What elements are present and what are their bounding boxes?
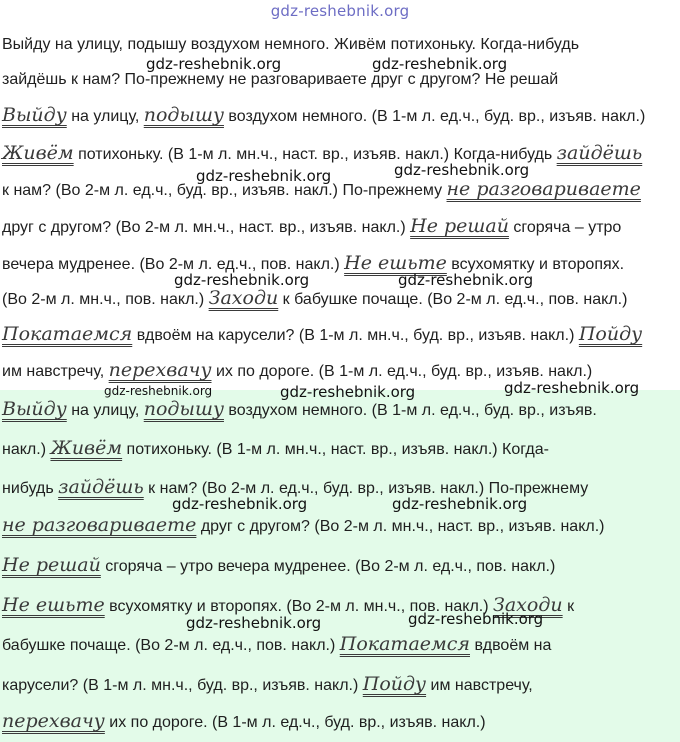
predicate: зайдёшь [556,142,643,164]
task-line-1: Выйду на улицу, подышу воздухом немного. Живём потихоньку. Когда-нибудь [2,36,580,53]
watermark: gdz-reshebnik.org [504,379,640,397]
text: (Во 2-м л. мн.ч., пов. накл.) [2,291,209,308]
watermark: gdz-reshebnik.org [104,384,213,398]
watermark: gdz-reshebnik.org [174,271,310,289]
predicate: Заходи [493,594,563,616]
task-line-2: зайдёшь к нам? По-прежнему не разговариваете друг с другом? Не решай [2,71,559,88]
predicate: зайдёшь [58,476,144,498]
text: потихоньку. (В 1-м л. мн.ч., наст. вр., изъяв. накл.) Когда- [122,441,549,458]
predicate: Живём [50,437,123,459]
predicate: перехвачу [2,710,105,732]
text: накл.) [2,441,51,458]
text: на улицу, [66,402,144,419]
text: им навстречу, [2,363,109,380]
answer2-line-4 [2,514,605,538]
predicate: перехвачу [108,359,212,381]
predicate: Покатаемся [2,323,133,345]
text: нибудь [2,480,59,497]
text: воздухом немного. (В 1-м л. ед.ч., буд. вр., изъяв. накл.) [223,108,646,125]
watermark: gdz-reshebnik.org [394,161,530,179]
watermark: gdz-reshebnik.org [408,610,544,628]
text: бабушке почаще. (Во 2-м л. ед.ч., пов. накл.) [2,637,340,654]
text: карусели? (В 1-м л. мн.ч., буд. вр., изъяв. накл.) [2,677,363,694]
watermark: gdz-reshebnik.org [280,383,416,401]
text: их по дороге. (В 1-м л. ед.ч., буд. вр., изъяв. накл.) [104,714,486,731]
text: вечера мудренее. (Во 2-м л. ед.ч., пов. накл.) [2,256,345,273]
answer1-line-2 [2,142,642,166]
text: всухомятку и второпях. (Во 2-м л. мн.ч., пов. накл.) [104,598,494,615]
answer2-line-1 [2,398,597,422]
watermark: gdz-reshebnik.org [392,495,528,513]
answer1-line-1 [2,104,645,128]
text: к бабушке почаще. (Во 2-м л. ед.ч., пов. накл.) [278,291,628,308]
text: воздухом немного. (В 1-м л. ед.ч., буд. вр., изъяв. [223,402,597,419]
watermark: gdz-reshebnik.org [196,167,332,185]
text: сгоряча – утро вечера мудренее. (Во 2-м л. ед.ч., пов. накл.) [100,558,556,575]
answer2-line-5 [2,554,555,578]
answer1-line-6 [2,287,627,311]
text: друг с другом? (Во 2-м л. мн.ч., наст. вр., изъяв. накл.) [196,518,605,535]
watermark: gdz-reshebnik.org [172,495,308,513]
predicate: не разговариваете [446,178,641,200]
predicate: Выйду [2,104,67,126]
answer2-line-2 [2,437,549,461]
answer2-line-7 [2,633,551,657]
predicate: Пойду [362,673,427,695]
text: им навстречу, [426,677,533,694]
answer2-line-8 [2,673,533,697]
text: к нам? (Во 2-м л. ед.ч., буд. вр., изъяв. накл.) По-прежнему [2,182,447,199]
predicate: Не решай [410,215,509,237]
predicate: Не ешьте [344,252,447,274]
watermark: gdz-reshebnik.org [398,271,534,289]
text: их по дороге. (В 1-м л. ед.ч., буд. вр., изъяв. накл.) [211,363,593,380]
answer1-line-7 [2,323,642,347]
site-watermark-top: gdz-reshebnik.org [270,2,410,20]
predicate: Не решай [2,554,101,576]
predicate: Пойду [578,323,643,345]
answer2-line-9 [2,710,486,734]
predicate: подышу [143,398,224,420]
text: к [562,598,575,615]
predicate: не разговариваете [2,514,197,536]
text: вдвоём на карусели? (В 1-м л. мн.ч., буд. вр., изъяв. накл.) [132,327,579,344]
predicate: Не ешьте [2,594,105,616]
text: сгоряча – утро [508,219,622,236]
text: к нам? (Во 2-м л. ед.ч., буд. вр., изъяв. накл.) По-прежнему [143,480,589,497]
text: всухомятку и второпях. [446,256,625,273]
text: вдвоём на [470,637,552,654]
text: на улицу, [66,108,144,125]
watermark: gdz-reshebnik.org [372,55,508,73]
predicate: Выйду [2,398,67,420]
predicate: Покатаемся [339,633,470,655]
predicate: Живём [2,142,74,164]
watermark: gdz-reshebnik.org [186,614,322,632]
text: потихоньку. (В 1-м л. мн.ч., наст. вр., изъяв. накл.) Когда-нибудь [73,146,557,163]
text: друг с другом? (Во 2-м л. мн.ч., наст. вр., изъяв. накл.) [2,219,411,236]
watermark: gdz-reshebnik.org [146,55,282,73]
predicate: подышу [143,104,224,126]
answer1-line-4 [2,215,621,239]
predicate: Заходи [208,287,279,309]
